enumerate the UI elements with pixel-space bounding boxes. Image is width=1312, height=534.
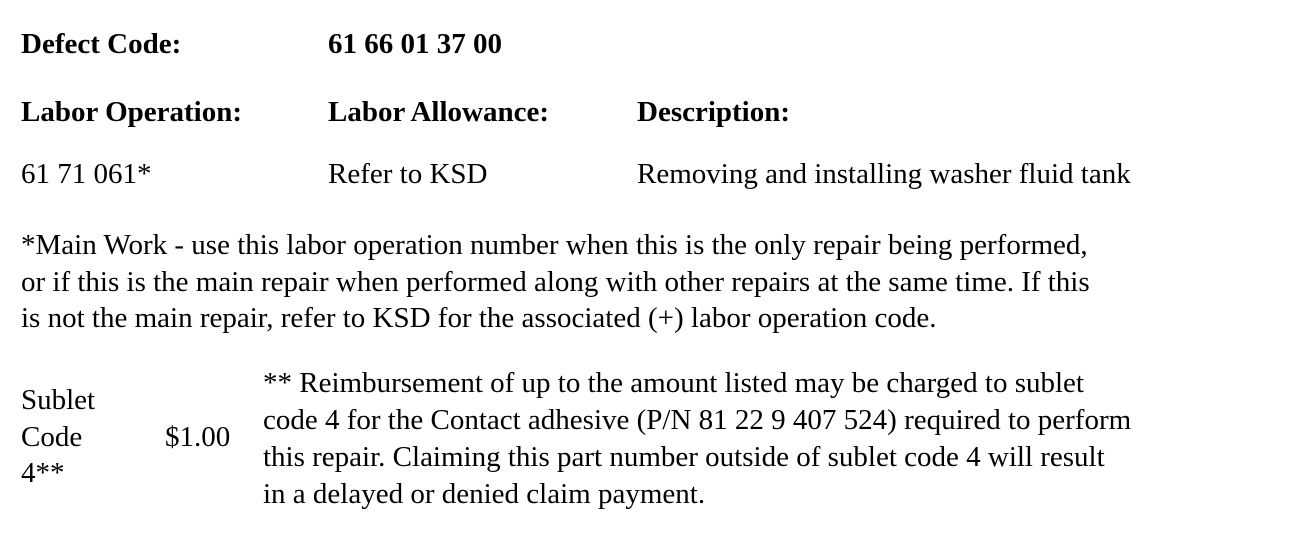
sublet-code-label-line: 4** xyxy=(21,457,65,489)
sublet-note-line: ** Reimbursement of up to the amount listed may be charged to sublet xyxy=(263,367,1084,399)
labor-operation-value: 61 71 061* xyxy=(21,158,152,190)
description-heading: Description: xyxy=(637,96,791,128)
sublet-note-line: in a delayed or denied claim payment. xyxy=(263,478,706,510)
sublet-note-line: this repair. Claiming this part number outside of sublet code 4 will result xyxy=(263,441,1105,473)
defect-code-label: Defect Code: xyxy=(21,28,182,60)
labor-allowance-heading: Labor Allowance: xyxy=(328,96,549,128)
labor-allowance-value: Refer to KSD xyxy=(328,158,488,190)
main-work-note-line: or if this is the main repair when performed along with other repairs at the same time. If this xyxy=(21,265,1090,298)
labor-operation-heading: Labor Operation: xyxy=(21,96,242,128)
sublet-code-label xyxy=(21,382,95,492)
sublet-note xyxy=(263,365,1131,513)
sublet-code-label-line: Sublet xyxy=(21,384,96,416)
main-work-note xyxy=(21,227,1090,337)
main-work-note-line: *Main Work - use this labor operation number when this is the only repair being performed, xyxy=(21,229,1088,261)
description-value: Removing and installing washer fluid tank xyxy=(637,158,1131,190)
defect-code-value: 61 66 01 37 00 xyxy=(328,28,502,60)
sublet-amount: $1.00 xyxy=(165,421,231,453)
main-work-note-line: is not the main repair, refer to KSD for the associated (+) labor operation code. xyxy=(21,302,937,334)
sublet-code-label-line: Code xyxy=(21,420,83,453)
sublet-note-line: code 4 for the Contact adhesive (P/N 81 22 9 407 524) required to perform xyxy=(263,404,1132,436)
